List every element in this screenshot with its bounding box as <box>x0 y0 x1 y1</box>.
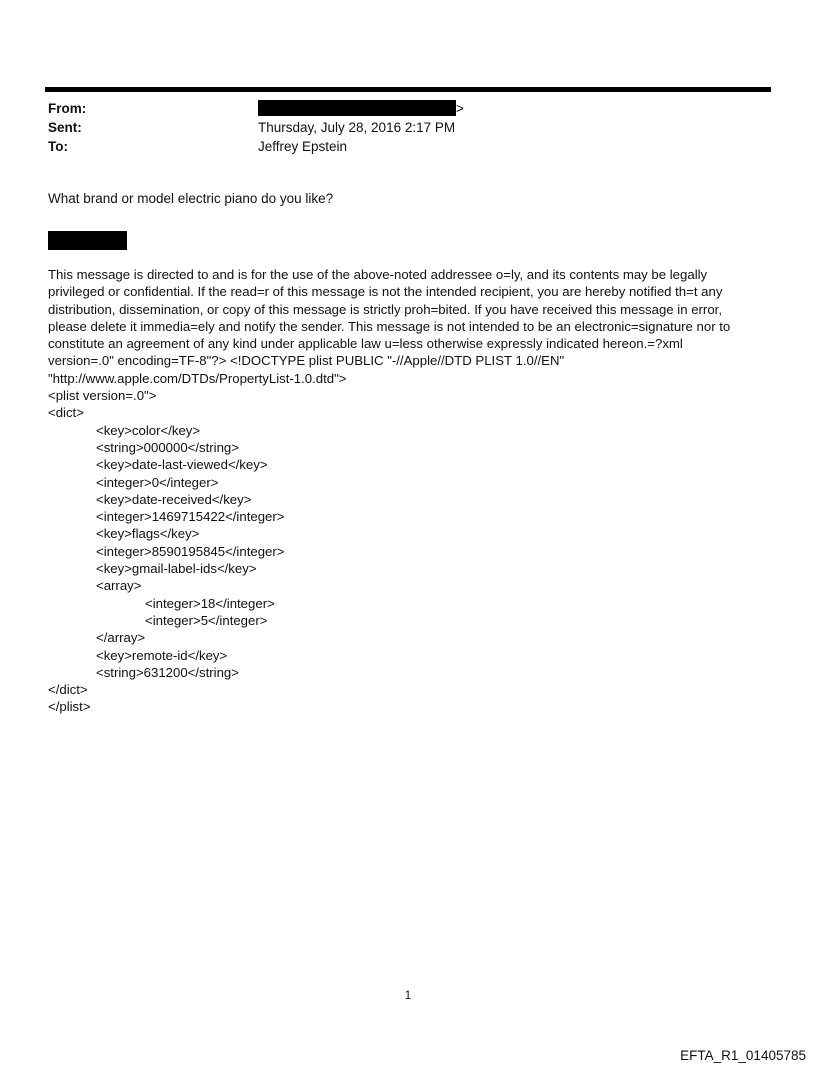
header-row-sent <box>48 118 464 137</box>
plist-line: <string>000000</string> <box>96 439 239 455</box>
plist-line: <key>color</key> <box>96 422 201 438</box>
plist-line: <dict> <box>48 405 84 421</box>
body-line: constitute an agreement of any kind under applicable law u=less otherwise expressly indicated hereon.=?xml <box>48 336 683 352</box>
plist-line: <integer>8590195845</integer> <box>96 543 285 559</box>
body-line: version=.0" encoding=TF-8"?> <!DOCTYPE plist PUBLIC "-//Apple//DTD PLIST 1.0//EN" <box>48 353 565 369</box>
plist-line: <key>gmail-label-ids</key> <box>96 561 257 577</box>
plist-line: <string>631200</string> <box>96 664 239 680</box>
email-body-question: What brand or model electric piano do you like? <box>48 191 334 206</box>
plist-line: </array> <box>96 630 146 646</box>
plist-line: <key>date-last-viewed</key> <box>96 457 268 473</box>
redaction-bar-sender <box>258 100 456 116</box>
header-row-to <box>48 137 464 156</box>
body-line: This message is directed to and is for the use of the above-noted addressee o=ly, and its contents may be legally <box>48 267 708 282</box>
header-row-from <box>48 99 464 118</box>
plist-line: <key>remote-id</key> <box>96 647 228 663</box>
header-divider-rule <box>45 87 771 92</box>
to-label: To: <box>48 139 68 154</box>
page-number: 1 <box>404 990 412 1002</box>
sent-label: Sent: <box>48 120 82 135</box>
from-value <box>258 99 464 118</box>
email-body-text <box>48 266 730 716</box>
plist-line: <plist version=.0"> <box>48 388 157 404</box>
plist-line: <integer>18</integer> <box>145 595 275 611</box>
plist-line: </plist> <box>48 699 91 715</box>
plist-line: <integer>1469715422</integer> <box>96 509 285 525</box>
redaction-bar-signature <box>48 231 127 250</box>
body-line: "http://www.apple.com/DTDs/PropertyList-1.0.dtd"> <box>48 370 347 386</box>
plist-line: <integer>5</integer> <box>145 612 268 628</box>
plist-line: <key>flags</key> <box>96 526 200 542</box>
plist-line: </dict> <box>48 682 88 698</box>
from-suffix: > <box>456 101 464 116</box>
bates-number: EFTA_R1_01405785 <box>680 1048 806 1063</box>
from-label: From: <box>48 101 87 116</box>
body-line: privileged or confidential. If the read=r of this message is not the intended recipient, you are hereby notified th=t any <box>48 284 723 300</box>
plist-line: <integer>0</integer> <box>96 474 219 490</box>
email-header-block <box>48 99 464 156</box>
sent-value: Thursday, July 28, 2016 2:17 PM <box>258 120 456 135</box>
plist-line: <array> <box>96 578 142 594</box>
body-line: please delete it immedia=ely and notify the sender. This message is not intended to be an electronic=signature nor to <box>48 318 731 334</box>
plist-line: <key>date-received</key> <box>96 491 252 507</box>
to-value: Jeffrey Epstein <box>258 139 348 154</box>
body-line: distribution, dissemination, or copy of this message is strictly proh=bited. If you have received this message in error, <box>48 301 722 317</box>
